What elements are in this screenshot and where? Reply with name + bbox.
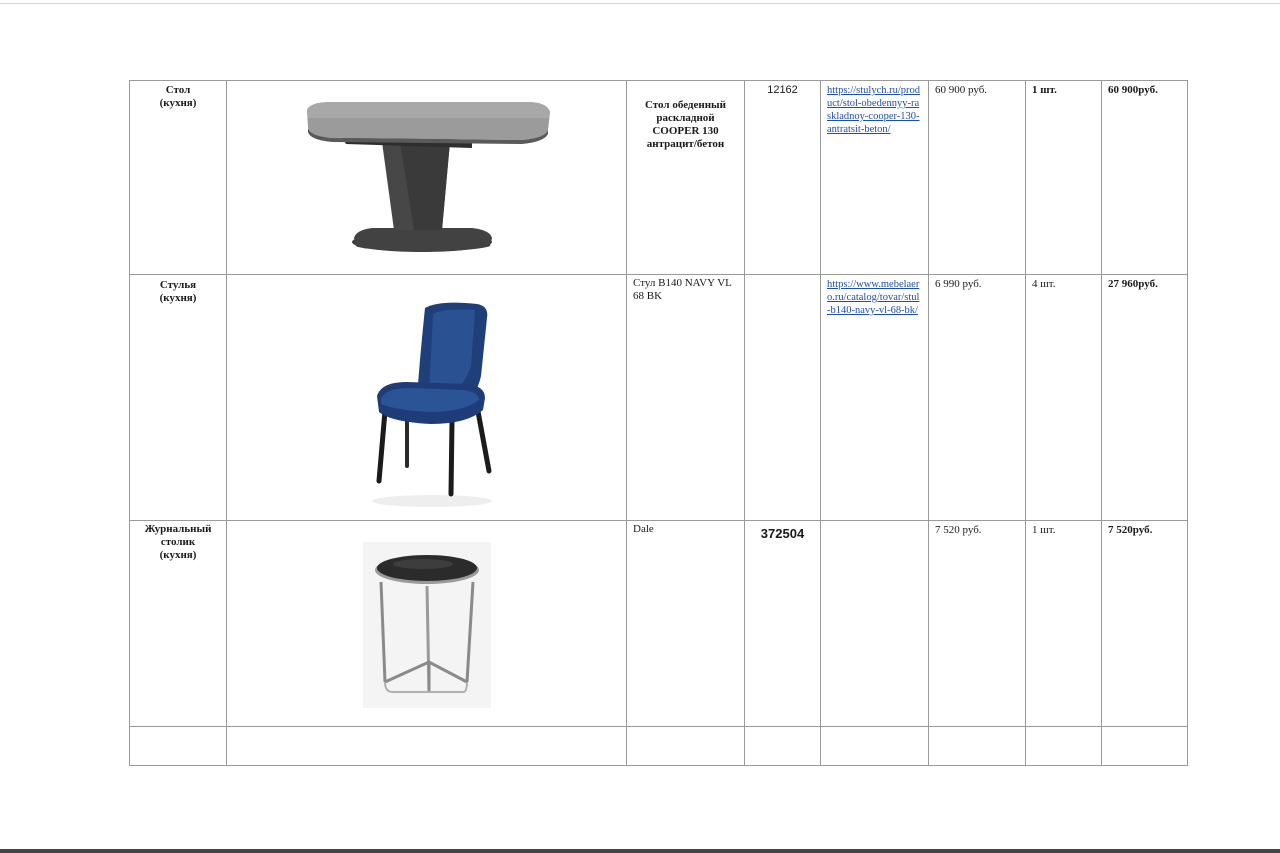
product-image-cell [227, 275, 627, 521]
empty-cell [627, 727, 745, 766]
chair-icon [347, 296, 507, 511]
category-cell [130, 81, 227, 275]
side-table-icon [363, 542, 491, 708]
empty-cell [929, 727, 1026, 766]
product-image-cell [227, 81, 627, 275]
table-row [130, 275, 1188, 521]
category-sublabel: (кухня) [159, 549, 197, 561]
category-label: Журнальный [144, 523, 212, 535]
category-label: Стулья [159, 279, 197, 291]
category-sublabel: (кухня) [159, 292, 197, 304]
product-link[interactable]: https://stulych.ru/product/stol-obedennyy-raskladnoy-cooper-130-antratsit-beton/ [827, 85, 921, 135]
line-total: 60 900руб. [1102, 81, 1188, 275]
furniture-spec-table [129, 80, 1188, 766]
product-image-cell [227, 521, 627, 727]
table-row-empty [130, 727, 1188, 766]
product-name: Стул B140 NAVY VL 68 BK [627, 275, 745, 521]
table-row [130, 81, 1188, 275]
empty-cell [1102, 727, 1188, 766]
unit-price: 60 900 руб. [929, 81, 1026, 275]
empty-cell [130, 727, 227, 766]
unit-price: 7 520 руб. [929, 521, 1026, 727]
category-sublabel: столик [160, 536, 196, 548]
empty-cell [1026, 727, 1102, 766]
quantity: 1 шт. [1026, 81, 1102, 275]
empty-cell [227, 727, 627, 766]
product-link[interactable]: https://www.mebelaero.ru/catalog/tovar/stul-b140-navy-vl-68-bk/ [827, 279, 920, 316]
unit-price: 6 990 руб. [929, 275, 1026, 521]
line-total: 27 960руб. [1102, 275, 1188, 521]
category-sublabel: (кухня) [159, 97, 197, 109]
product-link-cell [821, 521, 929, 727]
line-total: 7 520руб. [1102, 521, 1188, 727]
empty-cell [745, 727, 821, 766]
empty-cell [821, 727, 929, 766]
quantity: 4 шт. [1026, 275, 1102, 521]
product-link-cell [821, 275, 929, 521]
table-row [130, 521, 1188, 727]
article-number: 12162 [745, 81, 821, 275]
category-cell [130, 275, 227, 521]
category-cell [130, 521, 227, 727]
page-top-rule [0, 3, 1280, 4]
category-label: Стол [165, 84, 191, 96]
product-name: Dale [627, 521, 745, 727]
dining-table-icon [302, 90, 552, 260]
article-number [745, 275, 821, 521]
product-link-cell [821, 81, 929, 275]
article-number: 372504 [745, 521, 821, 727]
quantity: 1 шт. [1026, 521, 1102, 727]
product-name: Стол обеденный раскладной COOPER 130 антрацит/бетон [627, 81, 745, 275]
page-bottom-rule [0, 849, 1280, 853]
